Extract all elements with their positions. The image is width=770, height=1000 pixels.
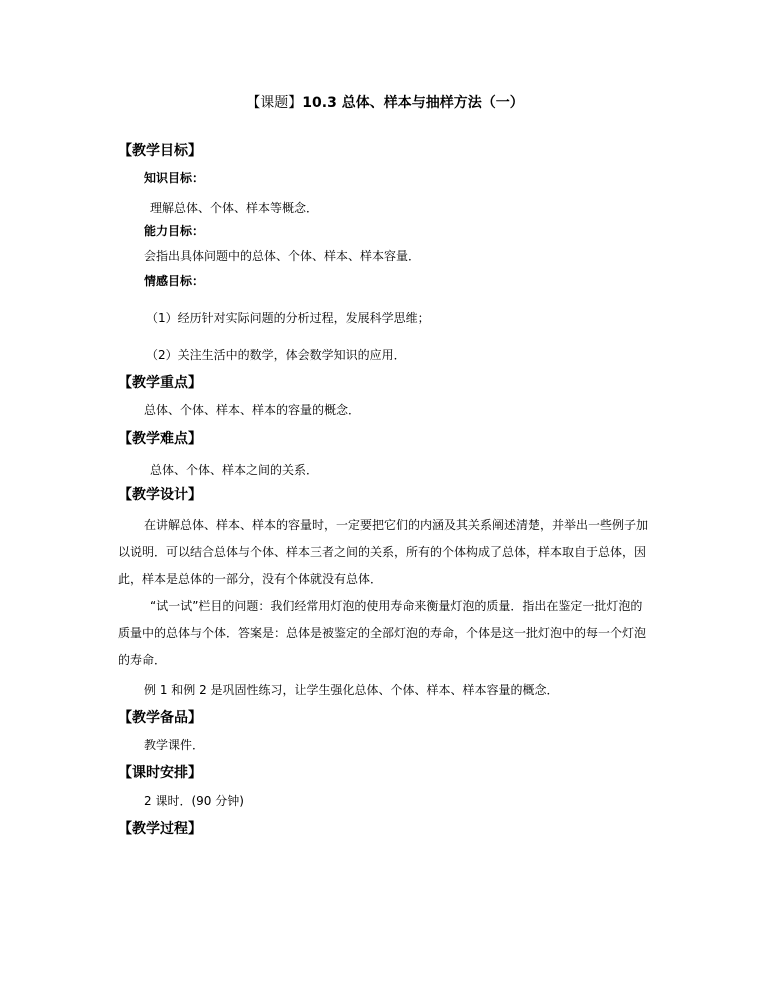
heading-key-points: 【教学重点】 — [118, 375, 202, 391]
knowledge-text: 理解总体、个体、样本等概念． — [150, 201, 319, 215]
difficulties-text: 总体、个体、样本之间的关系． — [150, 463, 319, 477]
design-body — [118, 512, 648, 674]
materials-text: 教学课件． — [144, 738, 205, 752]
design-paragraph-2: “试一试”栏目的问题：我们经常用灯泡的使用寿命来衡量灯泡的质量．指出在鉴定一批灯泡的质量中的总体与个体．答案是：总体是被鉴定的全部灯泡的寿命，个体是这一批灯泡中的每一个灯泡的寿命． — [118, 599, 647, 667]
title-main: 10.3 总体、样本与抽样方法（一） — [302, 95, 524, 111]
heading-process: 【教学过程】 — [118, 821, 202, 837]
emotion-item-2: （2）关注生活中的数学，体会数学知识的应用． — [146, 348, 406, 362]
ability-label: 能力目标： — [144, 224, 205, 238]
design-paragraph-1: 在讲解总体、样本、样本的容量时，一定要把它们的内涵及其关系阐述清楚，并举出一些例子加以说明．可以结合总体与个体、样本三者之间的关系，所有的个体构成了总体，样本取自于总体，因此，样本是总体的一部分，没有个体就没有总体． — [118, 518, 649, 586]
emotion-item-1: （1）经历针对实际问题的分析过程，发展科学思维； — [146, 311, 430, 325]
emotion-label: 情感目标： — [144, 274, 205, 288]
heading-design: 【教学设计】 — [118, 487, 202, 503]
schedule-text: 2 课时．(90 分钟) — [144, 794, 244, 808]
design-paragraph-3: 例 1 和例 2 是巩固性练习，让学生强化总体、个体、样本、样本容量的概念． — [144, 683, 559, 697]
heading-objectives: 【教学目标】 — [118, 143, 202, 159]
heading-materials: 【教学备品】 — [118, 710, 202, 726]
key-points-text: 总体、个体、样本、样本的容量的概念． — [144, 403, 361, 417]
lesson-title — [0, 92, 770, 112]
ability-text: 会指出具体问题中的总体、个体、样本、样本容量． — [144, 249, 421, 263]
heading-schedule: 【课时安排】 — [118, 765, 202, 781]
knowledge-label: 知识目标： — [144, 171, 205, 185]
title-prefix: 【课题】 — [246, 95, 303, 111]
heading-difficulties: 【教学难点】 — [118, 431, 202, 447]
